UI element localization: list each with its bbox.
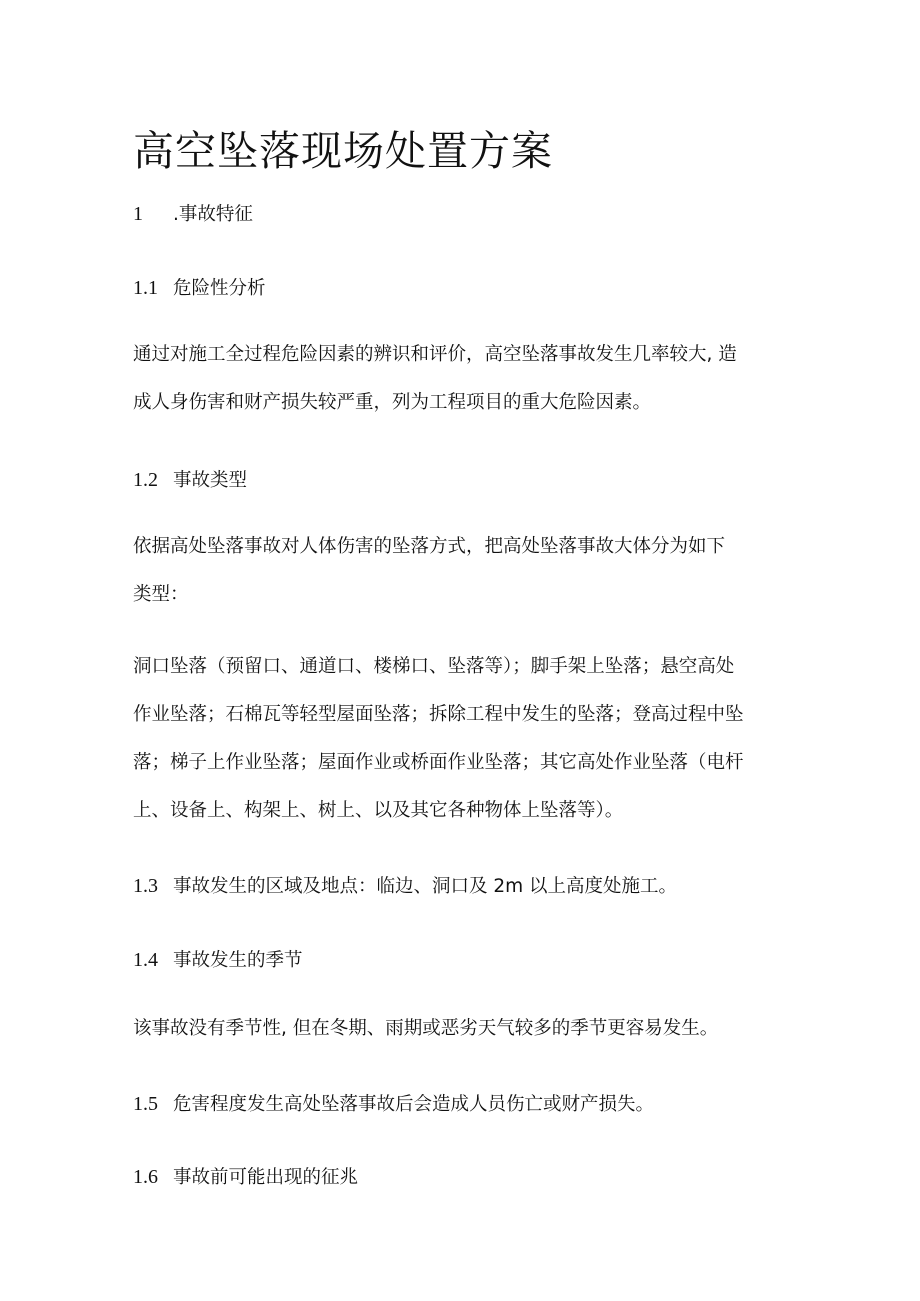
section-1-5-heading [133,1091,654,1118]
section-1-4-paragraph: 该事故没有季节性, 但在冬期、雨期或恶劣天气较多的季节更容易发生。 [133,1018,719,1039]
section-number: 1.3 [133,875,158,897]
section-title: 危害程度发生高处坠落事故后会造成人员伤亡或财产损失。 [173,1094,655,1115]
section-number: 1.6 [133,1166,158,1188]
section-number: 1.5 [133,1093,158,1115]
section-1-2-paragraph [133,523,793,619]
section-title: 事故前可能出现的征兆 [173,1167,359,1188]
section-title: 事故类型 [173,470,248,491]
section-title: 事故发生的季节 [173,950,303,971]
paragraph-line: 依据高处坠落事故对人体伤害的坠落方式，把高处坠落事故大体分为如下 [133,536,726,557]
fall-types-paragraph [133,643,793,835]
paragraph-line: 上、设备上、构架上、树上、以及其它各种物体上坠落等）。 [133,800,624,821]
section-title: .事故特征 [173,204,253,225]
section-1-heading [133,201,253,228]
section-1-1-heading [133,275,266,302]
section-number: 1 [133,203,143,225]
section-title: 事故发生的区域及地点：临边、洞口及 2m 以上高度处施工。 [173,876,678,897]
section-title: 危险性分析 [173,278,266,299]
paragraph-line: 落；梯子上作业坠落；屋面作业或桥面作业坠落；其它高处作业坠落（电杆 [133,752,744,773]
section-number: 1.2 [133,469,158,491]
section-1-2-heading [133,467,247,494]
section-1-1-paragraph [133,331,793,427]
document-title: 高空坠落现场处置方案 [133,127,553,175]
section-1-6-heading [133,1164,358,1191]
section-1-4-heading [133,947,303,974]
section-number: 1.1 [133,277,158,299]
paragraph-line: 作业坠落；石棉瓦等轻型屋面坠落；拆除工程中发生的坠落；登高过程中坠 [133,704,744,725]
paragraph-line: 通过对施工全过程危险因素的辨识和评价，高空坠落事故发生几率较大, 造 [133,344,737,365]
paragraph-line: 成人身伤害和财产损失较严重，列为工程项目的重大危险因素。 [133,392,652,413]
paragraph-line: 洞口坠落（预留口、通道口、楼梯口、坠落等）；脚手架上坠落；悬空高处 [133,656,735,677]
section-number: 1.4 [133,949,158,971]
paragraph-line: 类型： [133,584,189,605]
section-1-3-heading [133,873,677,900]
